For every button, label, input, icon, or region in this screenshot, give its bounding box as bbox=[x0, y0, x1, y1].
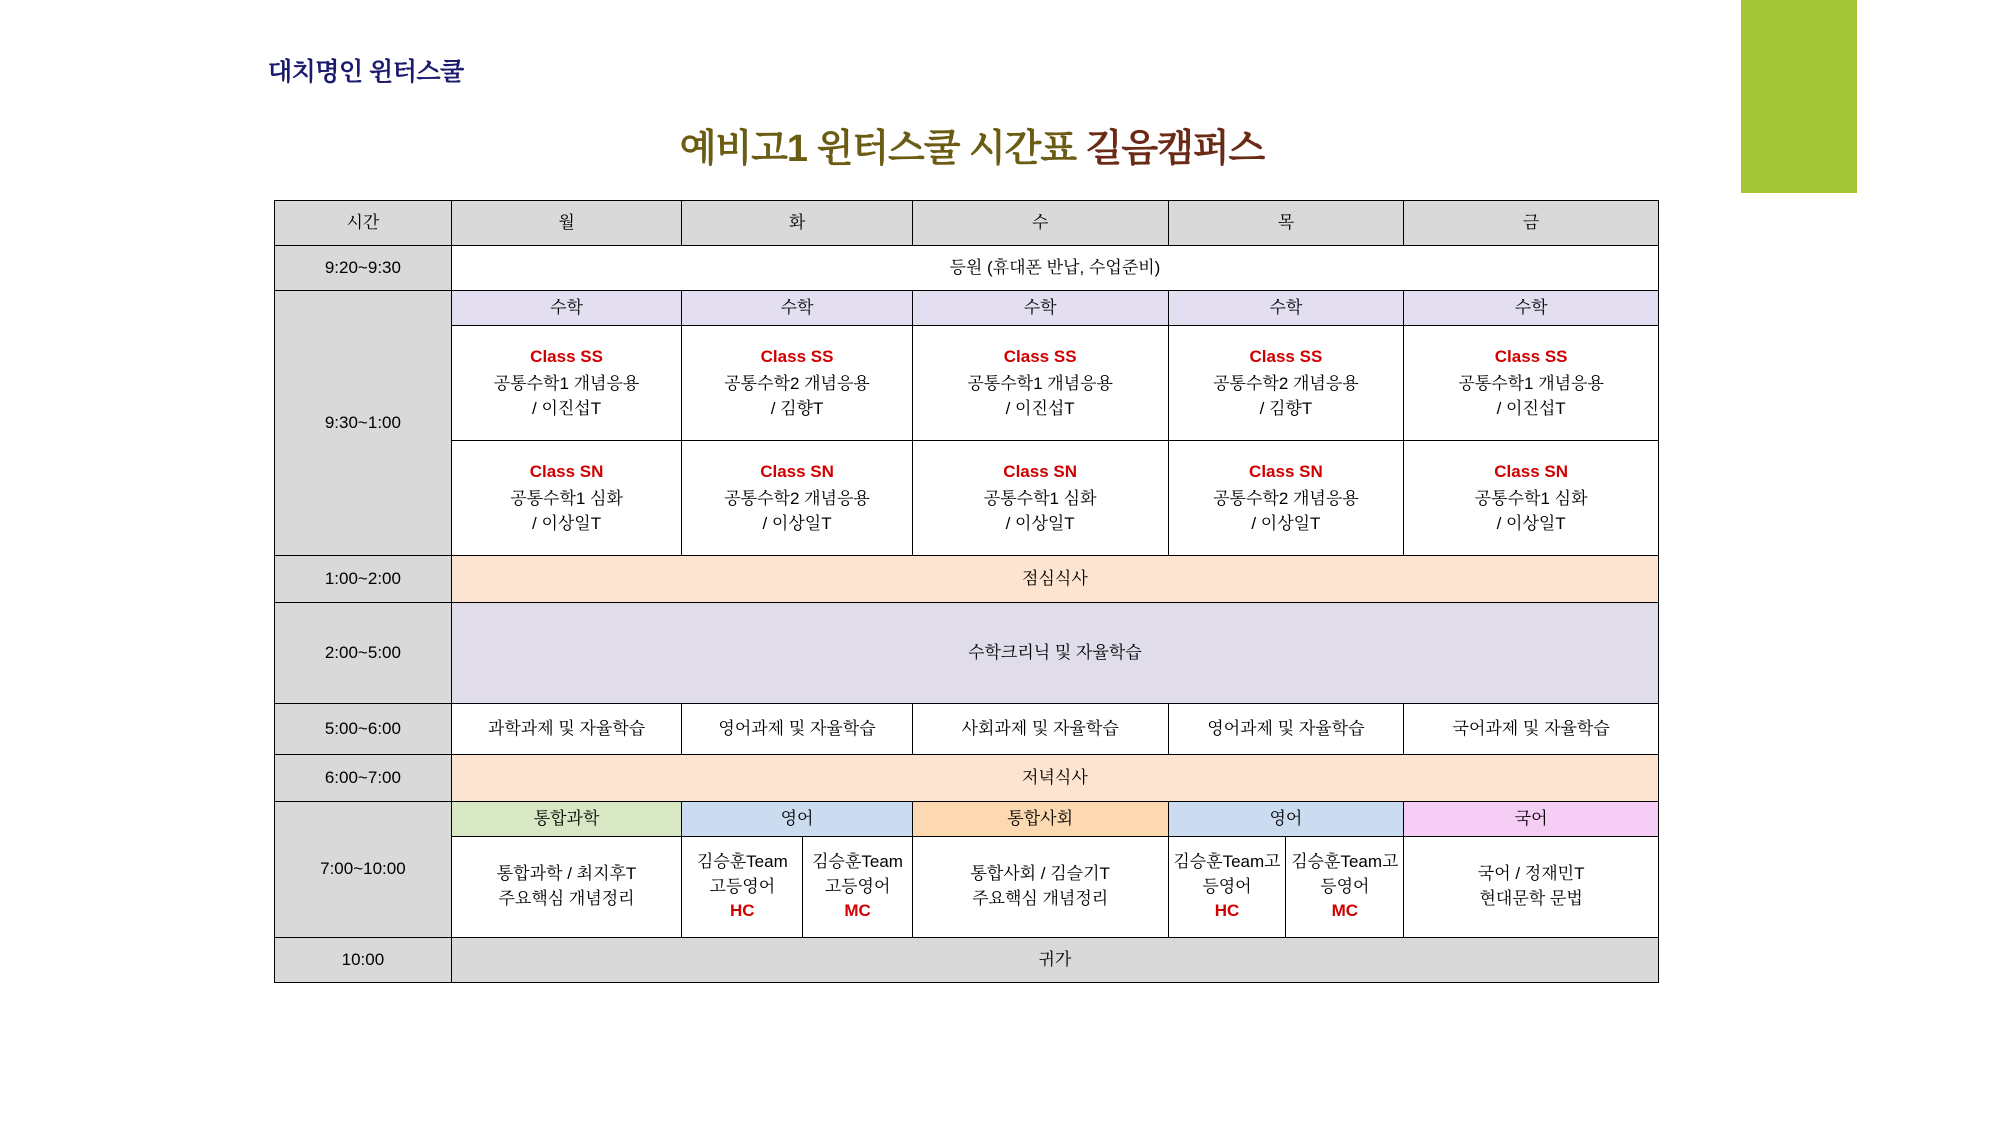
class-label: Class SS bbox=[1003, 346, 1077, 366]
class-label: Class SN bbox=[760, 461, 834, 481]
evening-team: 김승훈Team bbox=[696, 852, 788, 872]
table-row-class-ss bbox=[275, 326, 1659, 441]
class-label: Class SN bbox=[1003, 461, 1077, 481]
cell-arrival: 등원 (휴대폰 반납, 수업준비) bbox=[451, 246, 1658, 291]
subject-math-fri: 수학 bbox=[1404, 291, 1659, 326]
table-row-evening-detail bbox=[275, 837, 1659, 938]
time-clinic: 2:00~5:00 bbox=[275, 603, 452, 704]
subject-evening-tue: 영어 bbox=[682, 802, 912, 837]
class-teacher: / 김향T bbox=[1259, 398, 1313, 418]
header-day-mon: 월 bbox=[451, 201, 681, 246]
class-teacher: / 김향T bbox=[770, 398, 824, 418]
table-row-class-sn bbox=[275, 441, 1659, 556]
evening-class-code: MC bbox=[1331, 901, 1359, 921]
class-label: Class SS bbox=[530, 346, 603, 366]
evening-course: 고등영어 bbox=[709, 876, 776, 896]
schedule-table bbox=[274, 200, 1659, 983]
evening-class-code: MC bbox=[844, 901, 871, 921]
page-title-campus: 길음캠퍼스 bbox=[1085, 128, 1265, 170]
cell-evening-thu-hc bbox=[1168, 837, 1286, 938]
time-arrival: 9:20~9:30 bbox=[275, 246, 452, 291]
table-row-dinner bbox=[275, 755, 1659, 802]
evening-team: 김승훈Team고 bbox=[1291, 852, 1399, 872]
time-homework: 5:00~6:00 bbox=[275, 704, 452, 755]
table-row-evening-subject bbox=[275, 802, 1659, 837]
class-teacher: / 이진섭T bbox=[532, 398, 602, 418]
evening-class-code: HC bbox=[1214, 901, 1240, 921]
class-course: 공통수학1 심화 bbox=[510, 489, 623, 509]
table-row-gohome bbox=[275, 938, 1659, 983]
cell-evening-wed bbox=[912, 837, 1168, 938]
class-course: 공통수학1 개념응용 bbox=[493, 374, 640, 394]
evening-detail: 현대문학 문법 bbox=[1479, 889, 1583, 908]
cell-class-sn-thu bbox=[1168, 441, 1404, 556]
table-row-lunch bbox=[275, 556, 1659, 603]
cell-homework-wed: 사회과제 및 자율학습 bbox=[912, 704, 1168, 755]
class-course: 공통수학2 개념응용 bbox=[724, 489, 870, 509]
evening-detail: 주요핵심 개념정리 bbox=[972, 889, 1109, 908]
subject-evening-fri: 국어 bbox=[1404, 802, 1659, 837]
class-course: 공통수학2 개념응용 bbox=[1213, 489, 1359, 509]
cell-class-sn-tue bbox=[682, 441, 912, 556]
class-course: 공통수학2 개념응용 bbox=[724, 374, 870, 394]
green-accent-block bbox=[1741, 0, 1857, 193]
cell-gohome: 귀가 bbox=[451, 938, 1658, 983]
class-teacher: / 이상일T bbox=[1496, 513, 1566, 533]
class-course: 공통수학2 개념응용 bbox=[1213, 374, 1359, 394]
cell-clinic: 수학크리닉 및 자율학습 bbox=[451, 603, 1658, 704]
time-gohome: 10:00 bbox=[275, 938, 452, 983]
cell-class-ss-wed bbox=[912, 326, 1168, 441]
page-title bbox=[272, 117, 1672, 172]
table-row-homework bbox=[275, 704, 1659, 755]
table-row-morning-subject bbox=[275, 291, 1659, 326]
evening-class-code: HC bbox=[730, 901, 755, 921]
evening-course: 통합과학 / 최지후T bbox=[496, 864, 637, 884]
evening-course: 국어 / 정재민T bbox=[1477, 864, 1585, 884]
cell-class-ss-tue bbox=[682, 326, 912, 441]
evening-detail: 주요핵심 개념정리 bbox=[498, 889, 635, 908]
brand-title: 대치명인 윈터스쿨 bbox=[268, 58, 464, 86]
cell-lunch: 점심식사 bbox=[451, 556, 1658, 603]
subject-math-mon: 수학 bbox=[451, 291, 681, 326]
subject-evening-thu: 영어 bbox=[1168, 802, 1404, 837]
time-dinner: 6:00~7:00 bbox=[275, 755, 452, 802]
header-time: 시간 bbox=[275, 201, 452, 246]
page-title-main: 예비고1 윈터스쿨 시간표 bbox=[679, 128, 1077, 170]
cell-evening-tue-mc bbox=[803, 837, 912, 938]
evening-team: 김승훈Team고 bbox=[1173, 852, 1281, 872]
cell-class-sn-mon bbox=[451, 441, 681, 556]
class-teacher: / 이진섭T bbox=[1005, 398, 1075, 418]
class-teacher: / 이상일T bbox=[1251, 513, 1321, 533]
class-label: Class SN bbox=[1494, 461, 1568, 481]
cell-homework-fri: 국어과제 및 자율학습 bbox=[1404, 704, 1659, 755]
time-evening: 7:00~10:00 bbox=[275, 802, 452, 938]
subject-math-wed: 수학 bbox=[912, 291, 1168, 326]
class-course: 공통수학1 개념응용 bbox=[967, 374, 1113, 394]
cell-dinner: 저녁식사 bbox=[451, 755, 1658, 802]
class-teacher: / 이상일T bbox=[532, 513, 602, 533]
class-course: 공통수학1 심화 bbox=[983, 489, 1097, 509]
evening-course: 통합사회 / 김슬기T bbox=[970, 864, 1110, 884]
header-day-wed: 수 bbox=[912, 201, 1168, 246]
class-teacher: / 이상일T bbox=[1005, 513, 1075, 533]
cell-evening-fri bbox=[1404, 837, 1659, 938]
table-row-arrival bbox=[275, 246, 1659, 291]
class-course: 공통수학1 개념응용 bbox=[1458, 374, 1604, 394]
subject-evening-mon: 통합과학 bbox=[451, 802, 681, 837]
cell-evening-thu-mc bbox=[1286, 837, 1404, 938]
subject-math-thu: 수학 bbox=[1168, 291, 1404, 326]
cell-class-ss-fri bbox=[1404, 326, 1659, 441]
header-day-tue: 화 bbox=[682, 201, 912, 246]
class-label: Class SS bbox=[1249, 346, 1323, 366]
subject-evening-wed: 통합사회 bbox=[912, 802, 1168, 837]
class-label: Class SS bbox=[760, 346, 834, 366]
cell-homework-tue: 영어과제 및 자율학습 bbox=[682, 704, 912, 755]
evening-course: 고등영어 bbox=[824, 876, 891, 896]
cell-class-sn-wed bbox=[912, 441, 1168, 556]
class-label: Class SN bbox=[529, 461, 604, 481]
subject-math-tue: 수학 bbox=[682, 291, 912, 326]
class-label: Class SS bbox=[1494, 346, 1568, 366]
class-label: Class SN bbox=[1249, 461, 1323, 481]
cell-homework-thu: 영어과제 및 자율학습 bbox=[1168, 704, 1404, 755]
cell-homework-mon: 과학과제 및 자율학습 bbox=[451, 704, 681, 755]
cell-class-sn-fri bbox=[1404, 441, 1659, 556]
time-lunch: 1:00~2:00 bbox=[275, 556, 452, 603]
evening-team: 김승훈Team bbox=[812, 852, 903, 872]
evening-course: 등영어 bbox=[1320, 876, 1370, 896]
class-teacher: / 이상일T bbox=[762, 513, 832, 533]
cell-evening-tue-hc bbox=[682, 837, 803, 938]
class-teacher: / 이진섭T bbox=[1496, 398, 1566, 418]
time-morning: 9:30~1:00 bbox=[275, 291, 452, 556]
class-course: 공통수학1 심화 bbox=[1474, 489, 1588, 509]
table-row-clinic bbox=[275, 603, 1659, 704]
evening-course: 등영어 bbox=[1202, 876, 1252, 896]
header-day-thu: 목 bbox=[1168, 201, 1404, 246]
table-header-row bbox=[275, 201, 1659, 246]
cell-evening-mon bbox=[451, 837, 681, 938]
cell-class-ss-thu bbox=[1168, 326, 1404, 441]
header-day-fri: 금 bbox=[1404, 201, 1659, 246]
cell-class-ss-mon bbox=[451, 326, 681, 441]
